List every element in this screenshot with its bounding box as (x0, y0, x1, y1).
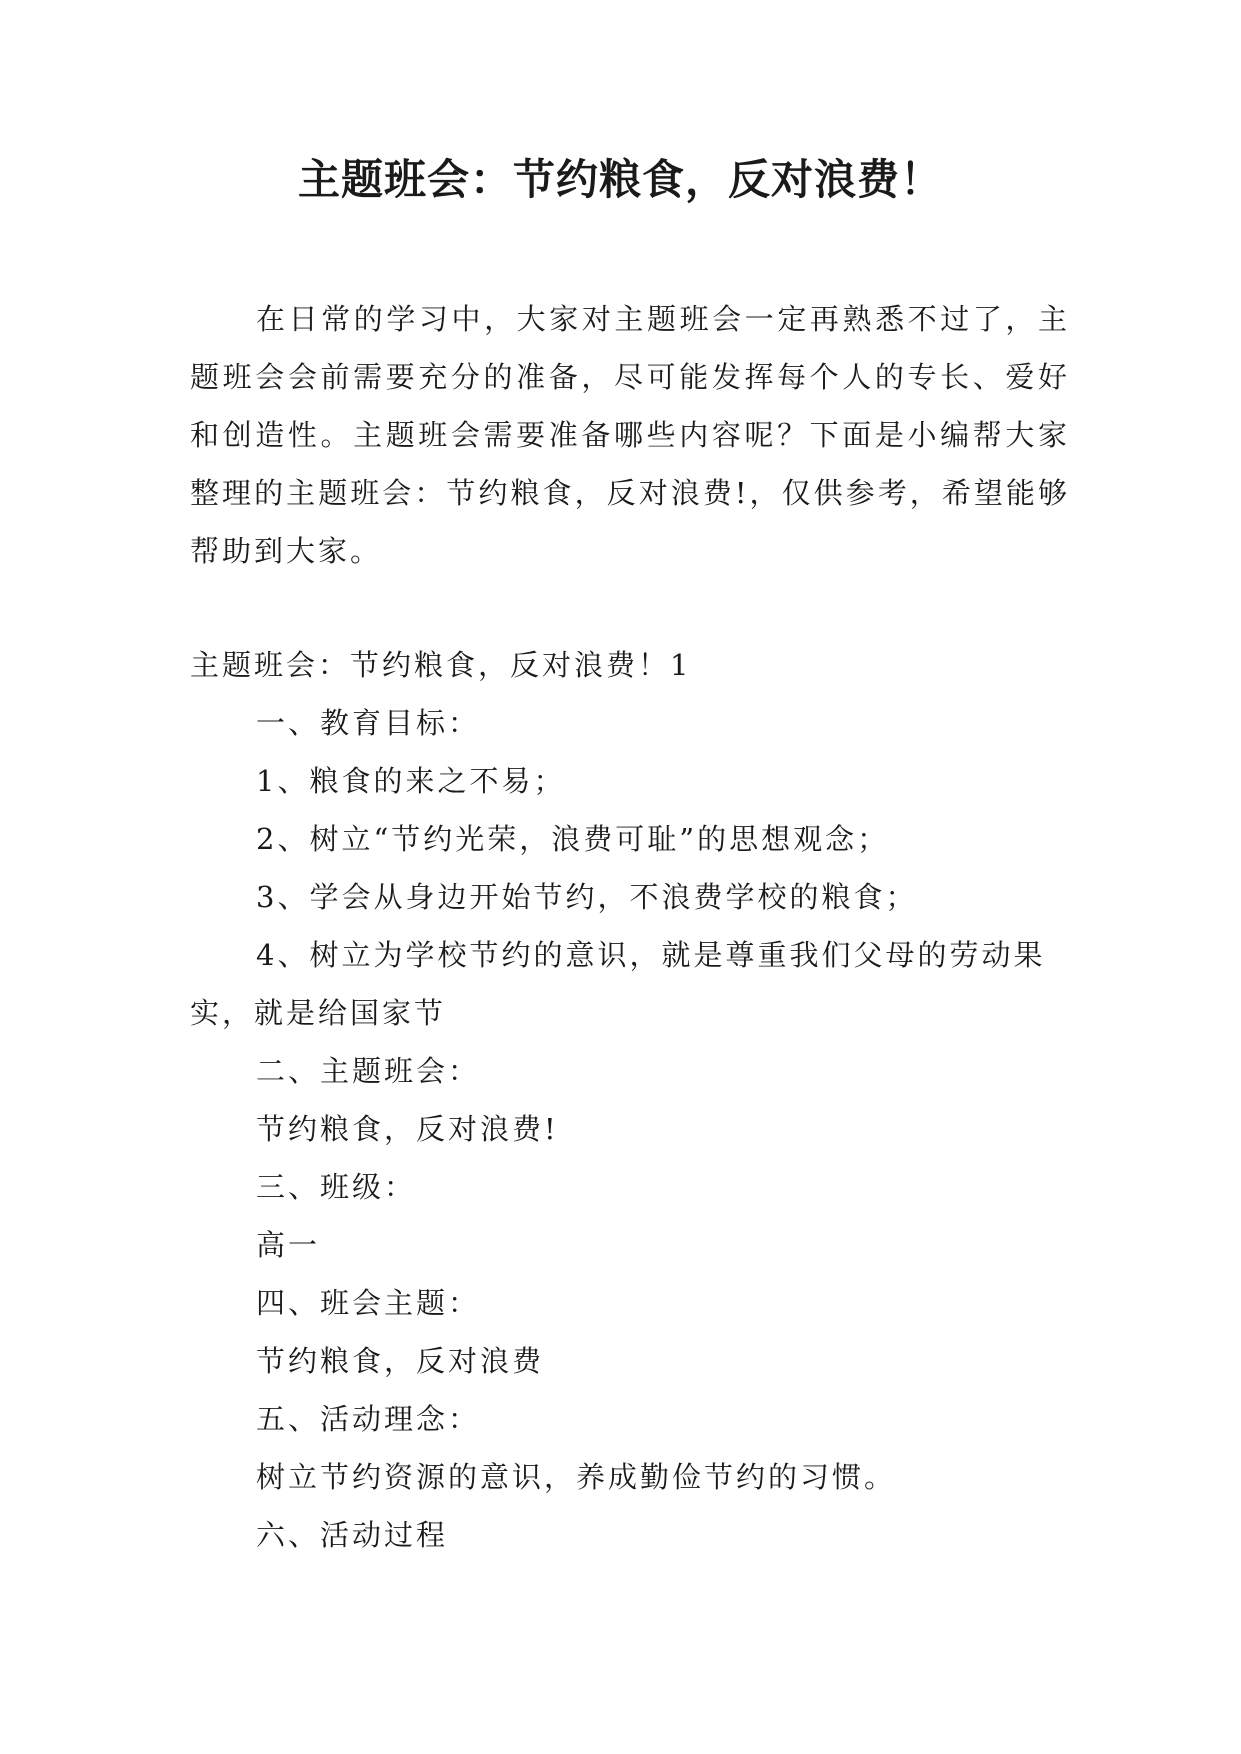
goal-item-1: 1、粮食的来之不易； (256, 764, 566, 798)
lesson-plan-section (190, 636, 1070, 1564)
theme-heading: 四、班会主题： (256, 1286, 481, 1320)
theme-value: 节约粮食，反对浪费 (256, 1344, 545, 1378)
class-heading: 三、班级： (256, 1170, 417, 1204)
meeting-heading: 二、主题班会： (256, 1054, 481, 1088)
meeting-value: 节约粮食，反对浪费! (256, 1112, 559, 1146)
goal-item-4: 4、树立为学校节约的意识，就是尊重我们父母的劳动果实，就是给国家节 (190, 938, 1046, 1030)
intro-paragraph: 在日常的学习中，大家对主题班会一定再熟悉不过了，主题班会会前需要充分的准备，尽可能发挥每个人的专长、爱好和创造性。主题班会需要准备哪些内容呢？下面是小编帮大家整理的主题班会：节约粮食，反对浪费!，仅供参考，希望能够帮助到大家。 (190, 302, 1070, 568)
concept-heading: 五、活动理念： (256, 1402, 481, 1436)
goal-item-2: 2、树立“节约光荣，浪费可耻”的思想观念； (256, 822, 890, 856)
goal-item-3: 3、学会从身边开始节约，不浪费学校的粮食； (256, 880, 918, 914)
class-value: 高一 (256, 1228, 321, 1262)
section-heading: 主题班会：节约粮食，反对浪费！1 (190, 648, 692, 682)
concept-value: 树立节约资源的意识，养成勤俭节约的习惯。 (256, 1460, 897, 1494)
goals-heading: 一、教育目标： (256, 706, 481, 740)
document-title: 主题班会：节约粮食，反对浪费！ (297, 155, 943, 204)
process-heading: 六、活动过程 (256, 1518, 449, 1552)
